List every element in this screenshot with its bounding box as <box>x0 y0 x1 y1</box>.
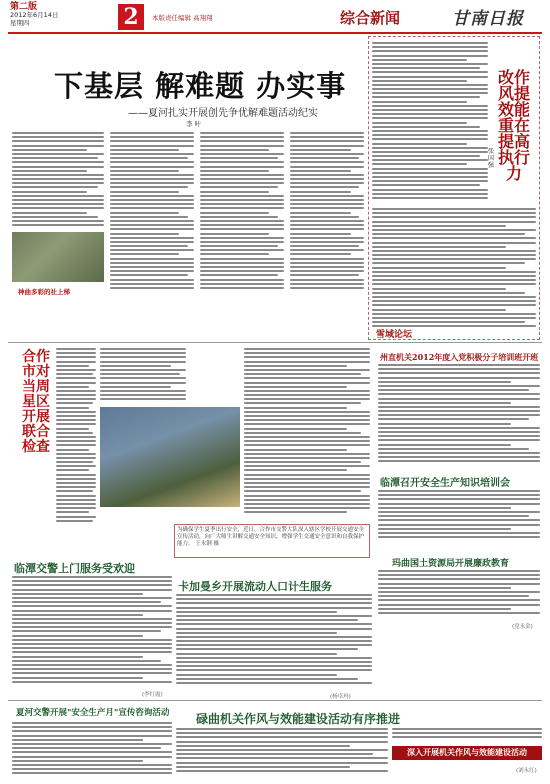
inspection-text <box>56 348 96 528</box>
photo-credit: 王永钢 摄 <box>195 541 220 547</box>
safety-month-headline: 夏河交警开展"安全生产月"宣传咨询活动 <box>16 708 170 718</box>
editor-credit: 本版责任编辑 高翔翔 <box>152 14 213 22</box>
safety-training-headline: 临潭召开安全生产知识培训会 <box>380 478 510 489</box>
lead-text-col-1 <box>12 132 104 230</box>
inspection-headline: 合作市对当周星区开展联合检查 <box>22 349 50 455</box>
edition-label: 第二版 <box>10 2 38 12</box>
traffic-police-text <box>12 576 172 688</box>
middle-text-col-2 <box>244 348 370 518</box>
luqu-text-right <box>392 728 542 744</box>
traffic-police-headline: 临潭交警上门服务受欢迎 <box>14 562 135 575</box>
traffic-police-photo <box>100 407 240 507</box>
photo-caption-box <box>174 524 370 558</box>
safety-training-text <box>378 490 540 542</box>
dateline-resource: (党永金) <box>512 624 533 630</box>
luqu-headline: 碌曲机关作风与效能建设活动有序推进 <box>196 712 401 726</box>
lead-byline: 李 叶 <box>186 120 202 128</box>
lead-headline: 下基层 解难题 办实事 <box>54 69 347 103</box>
population-headline: 卡加曼乡开展流动人口计生服务 <box>178 580 332 593</box>
dateline-population: (杨卓玛) <box>330 694 351 700</box>
resource-text <box>378 570 540 620</box>
luqu-text <box>176 728 388 778</box>
editorial-author: 张国强 <box>488 148 495 169</box>
middle-text-col-1 <box>100 348 186 404</box>
editorial-title: 改作风提效能重在提高执行力 <box>497 68 530 183</box>
safety-month-text <box>12 722 172 778</box>
newspaper-masthead: 甘南日报 <box>452 9 524 29</box>
lower-divider <box>8 700 542 701</box>
photo-caption-text: 为确保学生夏季出行安全，近日，合作市交警大队深入辖区学校开展交通安全宣传活动，向广大师生讲解交通安全知识，增强学生交通安全意识和自我保护能力。 <box>177 527 365 547</box>
edition-weekday: 星期四 <box>10 19 30 27</box>
dateline-traffic: (李红霞) <box>142 692 163 698</box>
lead-photo <box>12 232 104 282</box>
bottom-banner: 深入开展机关作风与效能建设活动 <box>392 746 542 760</box>
section-name: 综合新闻 <box>340 9 401 27</box>
training-text <box>378 364 540 468</box>
training-headline: 州直机关2012年度入党积极分子培训班开班 <box>380 352 539 362</box>
page-number: 2 <box>118 4 144 30</box>
lead-text-col-3 <box>200 132 284 292</box>
lead-photo-caption: 神曲多彩的社上梯 <box>18 288 70 296</box>
lead-text-col-4 <box>290 132 364 292</box>
lead-text-col-2 <box>110 132 194 292</box>
resource-headline: 玛曲国土资源局开展廉政教育 <box>392 559 510 569</box>
lead-subheadline: ——夏河扎实开展创先争优解难题活动纪实 <box>128 108 318 119</box>
edition-date: 2012年6月14日 <box>10 11 59 19</box>
section-divider <box>8 342 542 343</box>
page-header <box>0 0 550 36</box>
editorial-column-label: 雪域论坛 <box>376 330 413 340</box>
edition-info <box>10 3 58 27</box>
dateline-luqu: (刘永红) <box>516 768 537 774</box>
population-text <box>176 594 372 690</box>
editorial-text <box>372 42 488 202</box>
header-rule <box>8 32 542 34</box>
